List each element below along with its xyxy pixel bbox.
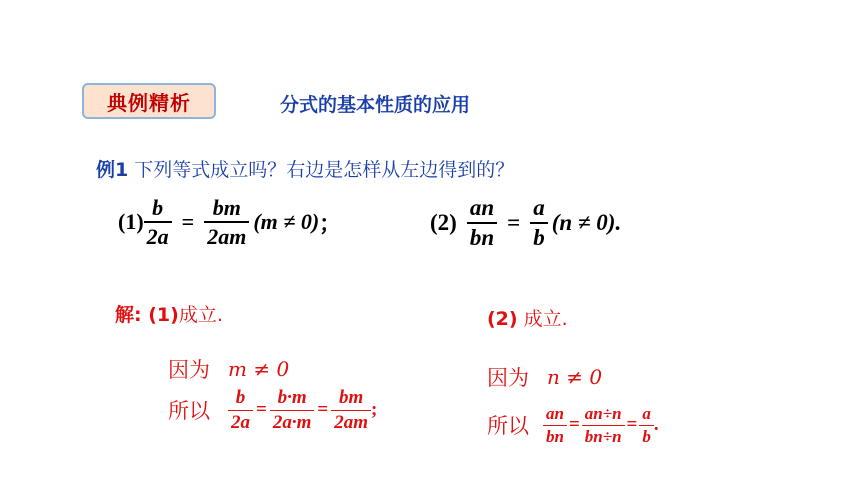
fraction-bar bbox=[530, 222, 548, 224]
eq1-condition: (m ≠ 0) bbox=[253, 209, 320, 235]
equals-sign: = bbox=[256, 399, 267, 421]
sol2-fraction-2-denominator: bn÷n bbox=[584, 426, 622, 446]
equation-1 bbox=[118, 196, 341, 248]
sol2-fraction-2-numerator: an÷n bbox=[584, 404, 622, 423]
sol1-fraction-2-denominator: 2a·m bbox=[272, 411, 312, 433]
sol2-fraction-3-numerator: a bbox=[642, 404, 651, 423]
equation-2-index: (2) bbox=[430, 210, 457, 236]
solution-2-because bbox=[487, 362, 602, 392]
equals-sign: = bbox=[568, 414, 580, 436]
sol1-fraction-2-numerator: b·m bbox=[277, 387, 307, 408]
solution-2-therefore bbox=[487, 405, 659, 446]
eq2-lhs-denominator: bn bbox=[469, 225, 495, 251]
solution-2-verdict: 成立. bbox=[523, 308, 568, 330]
sol2-fraction-1-numerator: an bbox=[546, 404, 564, 423]
sol1-fraction-1 bbox=[228, 388, 253, 433]
eq2-condition: (n ≠ 0). bbox=[551, 210, 622, 236]
eq1-lhs-denominator: 2a bbox=[146, 224, 169, 250]
equals-sign: = bbox=[507, 210, 521, 236]
eq1-lhs-fraction bbox=[144, 196, 172, 248]
fraction-bar bbox=[331, 410, 371, 411]
fraction-bar bbox=[582, 425, 625, 426]
eq2-lhs-fraction bbox=[467, 196, 497, 250]
fraction-bar bbox=[543, 425, 567, 426]
fraction-bar bbox=[639, 425, 654, 426]
sol2-end-punct: . bbox=[653, 414, 659, 436]
fraction-bar bbox=[144, 221, 172, 223]
because-label: 因为 bbox=[168, 358, 210, 382]
fraction-bar bbox=[270, 410, 315, 411]
because-math: n ≠ 0 bbox=[547, 365, 603, 389]
section-badge: 典例精析 bbox=[82, 83, 216, 119]
eq2-rhs-denominator: b bbox=[533, 225, 545, 251]
equation-2 bbox=[430, 196, 621, 250]
therefore-label: 所以 bbox=[487, 414, 529, 439]
sol2-fraction-1 bbox=[543, 405, 567, 446]
equals-sign: = bbox=[317, 399, 329, 421]
sol1-fraction-2 bbox=[270, 388, 315, 433]
eq2-rhs-fraction bbox=[530, 196, 548, 250]
because-math: m ≠ 0 bbox=[228, 357, 290, 381]
eq1-rhs-denominator: 2am bbox=[207, 224, 247, 250]
eq1-rhs-fraction bbox=[204, 196, 249, 248]
solution-2-heading bbox=[487, 304, 568, 331]
sol1-fraction-1-denominator: 2a bbox=[231, 411, 250, 433]
equals-sign: = bbox=[626, 414, 638, 436]
sol1-end-punct: ; bbox=[370, 399, 378, 421]
eq1-lhs-numerator: b bbox=[152, 195, 164, 220]
fraction-bar bbox=[467, 222, 497, 224]
sol2-fraction-1-denominator: bn bbox=[546, 426, 564, 446]
sol1-fraction-3 bbox=[331, 388, 371, 433]
fraction-bar bbox=[204, 221, 249, 223]
fraction-bar bbox=[228, 410, 253, 411]
solution-1-verdict: 成立. bbox=[178, 304, 223, 326]
sol2-fraction-3-denominator: b bbox=[642, 426, 651, 446]
equals-sign: = bbox=[181, 209, 195, 235]
eq1-separator: ； bbox=[319, 210, 342, 236]
solution-1-head: 解: (1) bbox=[115, 304, 179, 326]
eq1-rhs-numerator: bm bbox=[212, 195, 241, 220]
solution-1-therefore bbox=[168, 388, 377, 433]
sol1-fraction-3-denominator: 2am bbox=[334, 411, 368, 433]
solution-1-heading bbox=[115, 300, 223, 327]
topic-title: 分式的基本性质的应用 bbox=[280, 94, 471, 116]
sol1-fraction-1-numerator: b bbox=[235, 387, 246, 408]
example-label: 例1 bbox=[96, 159, 129, 181]
eq2-rhs-numerator: a bbox=[533, 195, 545, 220]
eq2-lhs-numerator: an bbox=[469, 195, 495, 220]
solution-1-because bbox=[168, 354, 289, 384]
example-text: 下列等式成立吗？右边是怎样从左边得到的？ bbox=[134, 159, 515, 181]
solution-2-head: (2) bbox=[487, 308, 518, 330]
because-label: 因为 bbox=[487, 366, 529, 390]
equation-1-index: (1) bbox=[118, 209, 144, 235]
sol2-fraction-3 bbox=[639, 405, 654, 446]
example-question bbox=[96, 155, 514, 182]
sol2-fraction-2 bbox=[582, 405, 625, 446]
sol1-fraction-3-numerator: bm bbox=[338, 387, 364, 408]
therefore-label: 所以 bbox=[168, 399, 210, 424]
